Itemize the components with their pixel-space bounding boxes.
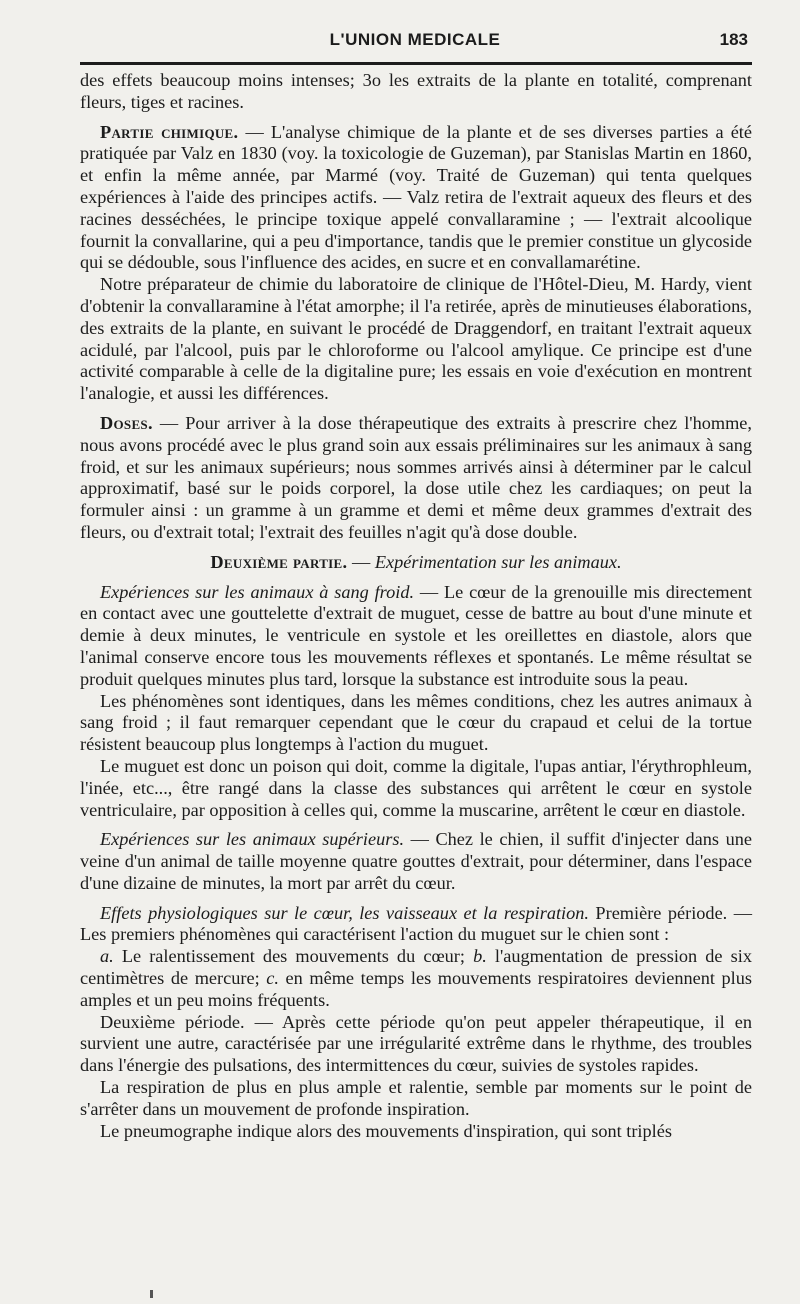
paragraph-abc xyxy=(80,946,752,1011)
running-title: L'UNION MEDICALE xyxy=(329,30,501,49)
paragraph-phenomenes: Les phénomènes sont identiques, dans les mêmes conditions, chez les autres animaux à sang froid ; il faut remarquer cependant que le cœur du crapaud et celui de la tortue résistent beaucoup plus longtemps à l'action du muguet. xyxy=(80,690,752,755)
run-in-heading: Expériences sur les animaux supérieurs. xyxy=(100,829,405,850)
paragraph-poison: Le muguet est donc un poison qui doit, comme la digitale, l'upas antiar, l'érythrophleum, l'inée, etc..., être rangé dans la classe des substances qui arrêtent le cœur en systole ventriculaire, par opposition à celles qui, comme la muscarine, arrêtent le cœur en diastole. xyxy=(80,755,752,820)
item-marker: b. xyxy=(473,946,487,967)
print-mark xyxy=(150,1290,153,1298)
header-rule xyxy=(80,62,752,65)
paragraph-sang-froid xyxy=(80,582,752,691)
paragraph-text: Première période. — Les premiers phénomènes qui caractérisent l'action du muguet sur le chien sont : xyxy=(80,902,752,945)
run-in-heading: Partie chimique. xyxy=(100,121,239,142)
item-text: l'augmentation de pression de six centimètres de mercure; xyxy=(80,946,752,989)
item-text: Le ralentissement des mouvements du cœur; xyxy=(113,946,474,967)
section-dash: — xyxy=(347,551,375,572)
paragraph-text: — Chez le chien, il suffit d'injecter dans une veine d'un animal de taille moyenne quatre gouttes d'extrait, pour déterminer, dans l'espace d'une dizaine de minutes, la mort par arrêt du cœur. xyxy=(80,829,752,893)
paragraph-doses xyxy=(80,413,752,544)
page-number: 183 xyxy=(719,30,748,49)
paragraph-hardy: Notre préparateur de chimie du laboratoire de clinique de l'Hôtel-Dieu, M. Hardy, vient d'obtenir la convallaramine à l'état amorphe; il l'a retirée, après de minutieuses élaborations, des extraits de la plante, en suivant le procédé de Draggendorf, en traitant l'extrait aqueux acidulé, par l'alcool, puis par le chloroforme ou l'alcool amylique. Ce principe est d'une activité comparable à celle de la digitaline pure; les essais en voie d'exécution en montrent l'analogie, et aussi les différences. xyxy=(80,274,752,404)
paragraph-pneumographe: Le pneumographe indique alors des mouvements d'inspiration, qui sont triplés xyxy=(100,1120,672,1141)
paragraph-respiration: La respiration de plus en plus ample et ralentie, semble par moments sur le point de s'arrêter dans un mouvement de profonde inspiration. xyxy=(80,1077,752,1119)
run-in-heading: Doses. xyxy=(100,412,153,433)
run-in-heading: Effets physiologiques sur le cœur, les vaisseaux et la respiration. xyxy=(100,902,589,923)
paragraph-effets xyxy=(80,903,752,947)
paragraph-text: — Le cœur de la grenouille mis directement en contact avec une gouttelette d'extrait de muguet, cesse de battre au bout d'une minute et demie à deux minutes, le ventricule en systole et les oreillettes en diastole, alors que l'animal conserve encore tous les mouvements réflexes et spontanés. Le même résultat se produit quelques minutes plus tard, lorsque la substance est introduite sous la peau. xyxy=(80,581,752,689)
paragraph-text: — L'analyse chimique de la plante et de ses diverses parties a été pratiquée par Valz en 1830 (voy. la toxicologie de Guzeman), par Stanislas Martin en 1860, et enfin la même année, par Marmé (voy. Traité de Guzeman) qui tenta quelques expériences à l'aide des principes actifs. — Valz retira de l'extrait aqueux des fleurs et des racines desséchées, le principe toxique appelé convallaramine ; — l'extrait alcoolique fournit la convallarine, qui a peu d'importance, tandis que le premier constitue un glycoside qui se dédouble, sous l'influence des acides, en sucre et en convallamarétine. xyxy=(80,121,752,273)
paragraph-partie-chimique xyxy=(80,122,752,275)
item-marker: a. xyxy=(100,946,114,967)
paragraph-superieurs xyxy=(80,829,752,894)
section-title: Expérimentation sur les animaux. xyxy=(374,551,622,572)
paragraph-text: — Pour arriver à la dose thérapeutique des extraits à prescrire chez l'homme, nous avons procédé avec le plus grand soin aux essais préliminaires sur les animaux à sang froid, et sur les animaux supérieurs; nous sommes arrivés ainsi à déterminer par le calcul approximatif, basé sur le poids corporel, la dose utile chez les cardiaques; on peut la formuler ainsi : un gramme à un gramme et demi et même deux grammes d'extrait des fleurs, ou d'extrait total; l'extrait des feuilles n'agit qu'à dose double. xyxy=(80,412,752,542)
paragraph-deuxieme-periode: Deuxième période. — Après cette période qu'on peut appeler thérapeutique, il en survient une autre, caractérisée par une irrégularité extrême dans le rhythme, des troubles dans l'énergie des pulsations, des intermittences du cœur, suivies de systoles rapides. xyxy=(80,1011,752,1076)
body-text xyxy=(80,70,752,1142)
item-text: en même temps les mouvements respiratoires deviennent plus amples et un peu moins fréquents. xyxy=(80,968,753,1010)
section-label: Deuxième partie. xyxy=(210,551,348,572)
page-header xyxy=(80,30,750,60)
paragraph-continuation: des effets beaucoup moins intenses; 3o les extraits de la plante en totalité, comprenant fleurs, tiges et racines. xyxy=(80,70,752,112)
run-in-heading: Expériences sur les animaux à sang froid. xyxy=(100,581,415,602)
item-marker: c. xyxy=(266,968,279,989)
section-heading xyxy=(80,552,752,574)
